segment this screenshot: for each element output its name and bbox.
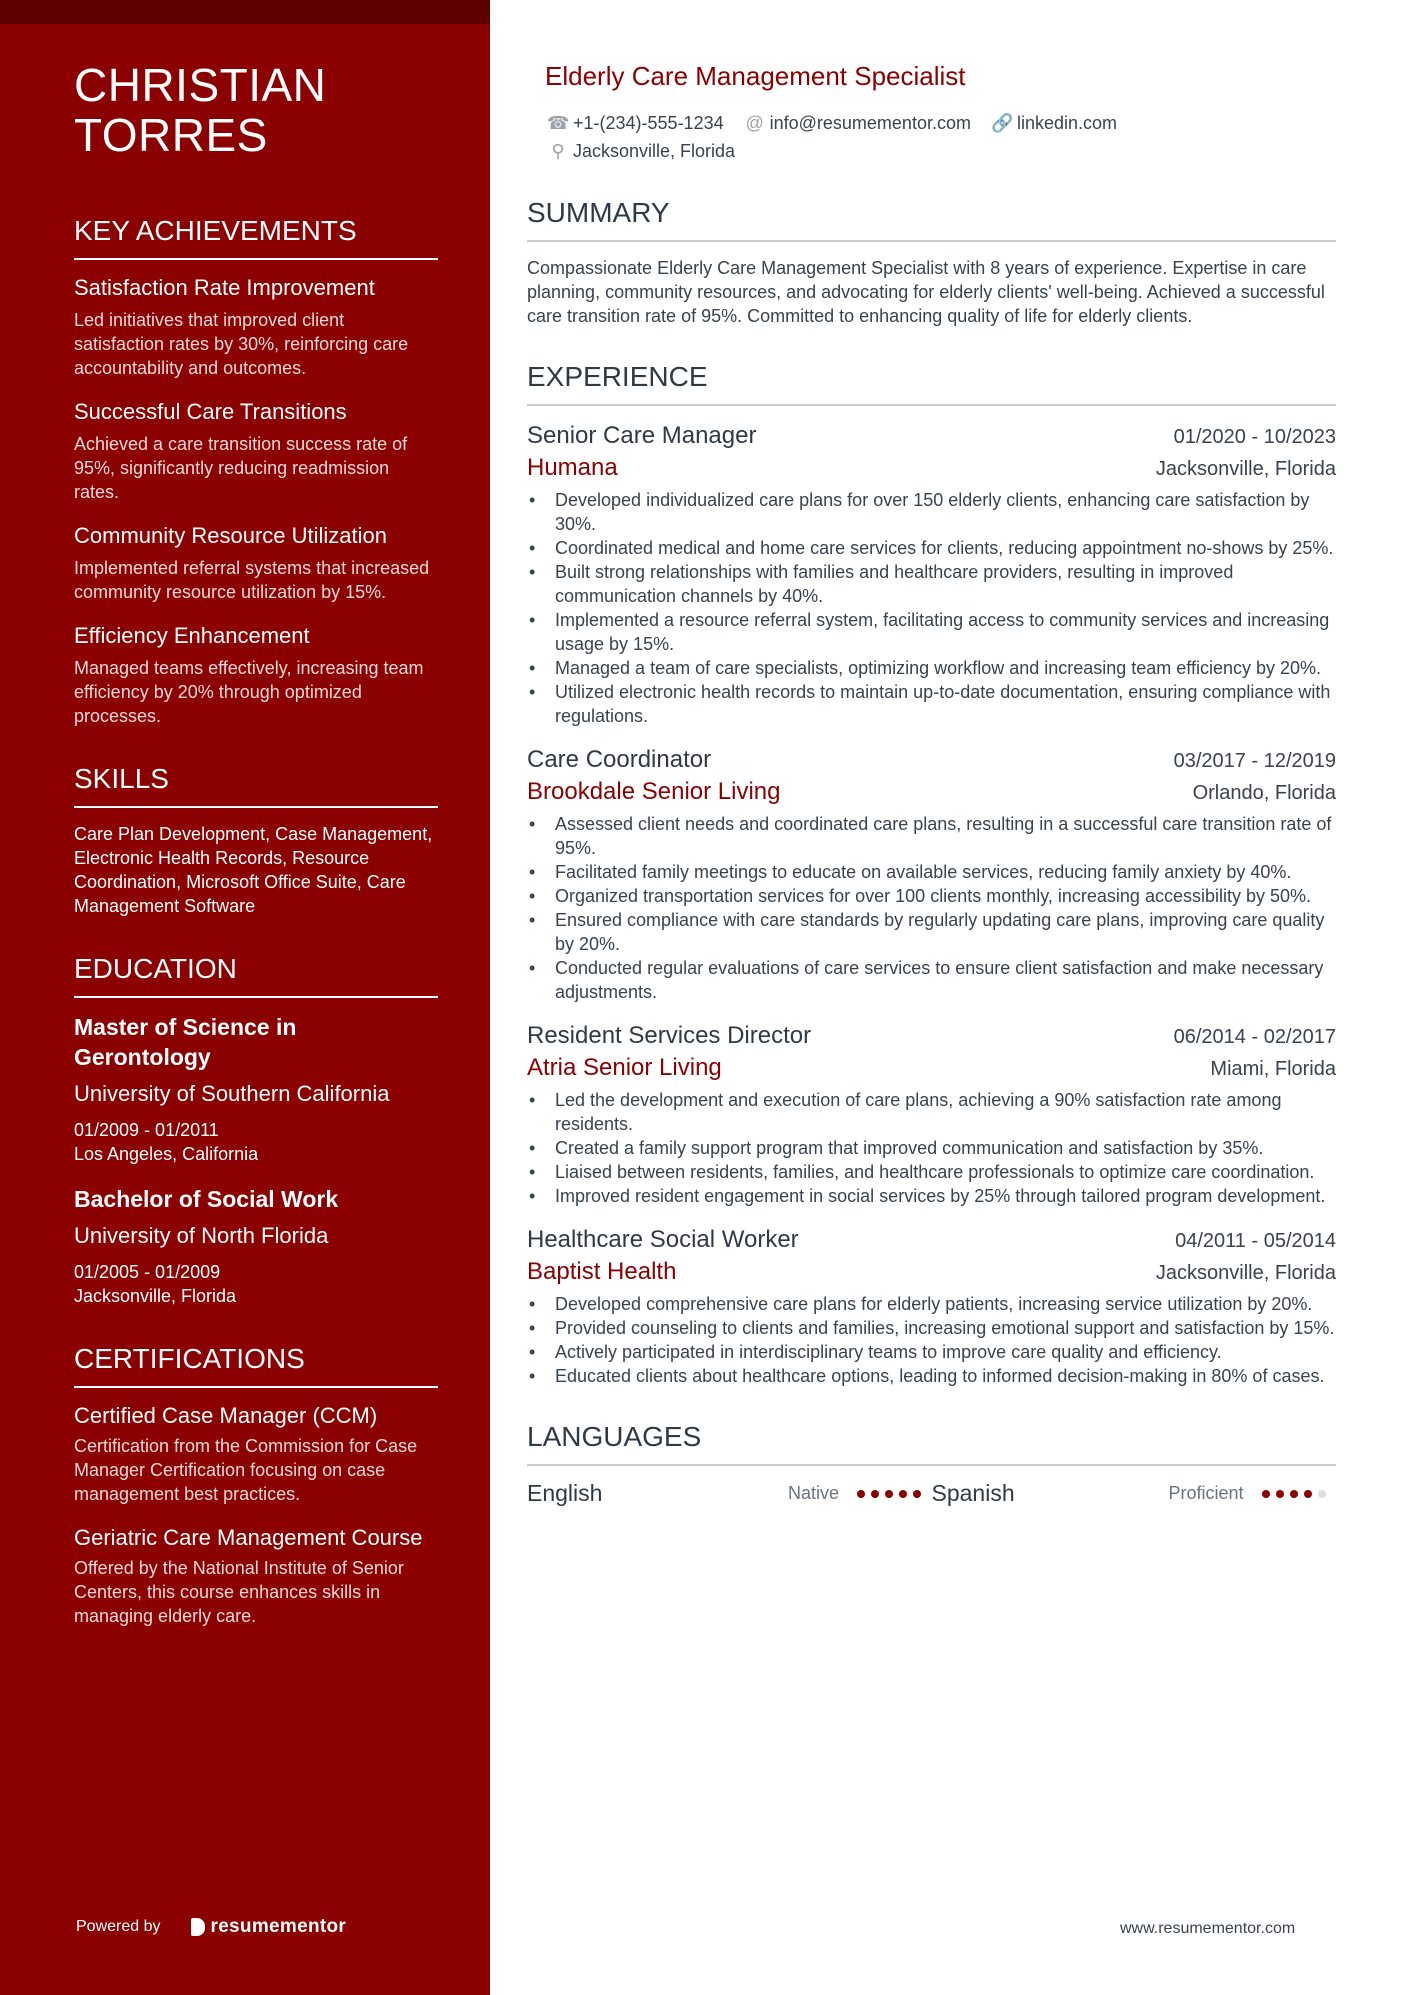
phone-text: +1-(234)-555-1234 [573,113,724,133]
phone-icon: ☎ [547,113,570,133]
certifications-list [74,1402,438,1628]
education-dates: 01/2005 - 01/2009 [74,1262,221,1282]
certification-item [74,1524,438,1628]
education-degree: Bachelor of Social Work [74,1186,339,1212]
experience-company-row [527,1256,1336,1288]
main-content [527,60,1336,1507]
link-icon: 🔗 [990,113,1014,133]
experience-company-row [527,1052,1336,1084]
achievement-description: Led initiatives that improved client satisfaction rates by 30%, reinforcing care accountability and outcomes. [74,310,409,378]
experience-bullet: • Facilitated family meetings to educate on available services, reducing family anxiety by 40%. [527,860,1336,884]
location-row [547,138,1336,164]
sidebar-top-band [0,0,490,24]
experience-bullet: • Utilized electronic health records to maintain up-to-date documentation, ensuring compliance with regulations. [527,680,1336,728]
achievement-description: Implemented referral systems that increased community resource utilization by 15%. [74,558,430,602]
experience-role: Healthcare Social Worker [527,1226,799,1253]
experience-item [527,1224,1336,1388]
experience-company: Humana [527,454,618,481]
sidebar [0,0,490,1995]
experience-bullet: • Coordinated medical and home care services for clients, reducing appointment no-shows by 25%. [527,536,1336,560]
achievement-item [74,274,438,380]
key-achievements-section [74,214,438,728]
map-pin-icon: ⚲ [551,141,565,161]
summary-text: Compassionate Elderly Care Management Specialist with 8 years of experience. Expertise in care planning, community resources, and advocating for elderly clients' well-being. Achieved a successful care transition rate of 95%. Committed to enhancing quality of life for elderly clients. [527,258,1325,326]
education-school: University of North Florida [74,1223,329,1248]
experience-header-row [527,1020,1336,1052]
language-level: Native [787,1483,839,1503]
experience-dates: 04/2011 - 05/2014 [1175,1230,1336,1252]
experience-bullets [527,488,1336,728]
experience-dates: 06/2014 - 02/2017 [1173,1026,1336,1048]
education-location: Los Angeles, California [74,1144,259,1164]
experience-role: Care Coordinator [527,746,712,773]
linkedin[interactable] [991,110,1117,136]
rating-dot [857,1490,865,1498]
experience-bullet: • Educated clients about healthcare options, leading to informed decision-making in 80% of cases. [527,1364,1336,1388]
experience-section [527,360,1336,1388]
certifications-heading: CERTIFICATIONS [74,1342,438,1388]
experience-company: Baptist Health [527,1258,677,1285]
certifications-section [74,1342,438,1628]
experience-item [527,744,1336,1004]
candidate-name [74,60,438,160]
resumementor-logo-icon [191,1918,205,1936]
experience-dates: 01/2020 - 10/2023 [1173,426,1336,448]
experience-header-row [527,744,1336,776]
footer-url[interactable]: www.resumementor.com [1120,1920,1296,1937]
email[interactable] [744,110,971,136]
experience-bullet: • Ensured compliance with care standards by regularly updating care plans, improving care quality by 20%. [527,908,1336,956]
language-rating [857,1490,927,1498]
skills-heading: SKILLS [74,762,438,808]
certification-description: Offered by the National Institute of Senior Centers, this course enhances skills in managing elderly care. [74,1558,404,1626]
experience-header-row [527,1224,1336,1256]
language-item [932,1480,1337,1507]
brand-name: resumementor [210,1916,347,1937]
linkedin-text[interactable]: linkedin.com [1016,113,1118,133]
education-section [74,952,438,1308]
achievement-title: Efficiency Enhancement [74,623,310,648]
experience-bullet: • Implemented a resource referral system, facilitating access to community services and increasing usage by 15%. [527,608,1336,656]
email-text[interactable]: info@resumementor.com [769,113,971,133]
experience-company: Atria Senior Living [527,1054,722,1081]
last-name: TORRES [74,109,268,161]
experience-bullets [527,812,1336,1004]
experience-bullets [527,1292,1336,1388]
experience-bullet: • Provided counseling to clients and families, increasing emotional support and satisfaction by 15%. [527,1316,1336,1340]
rating-dot [1262,1490,1270,1498]
education-location: Jacksonville, Florida [74,1286,237,1306]
summary-heading: SUMMARY [527,196,1336,242]
achievement-description: Achieved a care transition success rate of 95%, significantly reducing readmission rates. [74,434,408,502]
rating-dot [871,1490,879,1498]
languages-heading: LANGUAGES [527,1420,1336,1466]
achievement-description: Managed teams effectively, increasing team efficiency by 20% through optimized processes. [74,658,424,726]
experience-bullet: • Assessed client needs and coordinated care plans, resulting in a successful care transition rate of 95%. [527,812,1336,860]
experience-heading: EXPERIENCE [527,360,1336,406]
skills-list: Care Plan Development, Case Management, Electronic Health Records, Resource Coordination, Microsoft Office Suite, Care Management Software [74,824,433,916]
experience-company-row [527,452,1336,484]
education-item [74,1012,438,1166]
experience-bullet: • Organized transportation services for over 100 clients monthly, increasing accessibility by 50%. [527,884,1336,908]
experience-dates: 03/2017 - 12/2019 [1173,750,1336,772]
certification-title: Certified Case Manager (CCM) [74,1403,378,1428]
experience-item [527,420,1336,728]
rating-dot [1304,1490,1312,1498]
experience-bullet: • Conducted regular evaluations of care services to ensure client satisfaction and make necessary adjustments. [527,956,1336,1004]
language-item [527,1480,932,1507]
experience-location: Orlando, Florida [1192,782,1336,804]
headline: Elderly Care Management Specialist [545,61,966,91]
certification-item [74,1402,438,1506]
achievement-title: Community Resource Utilization [74,523,387,548]
summary-section [527,196,1336,328]
experience-bullet: • Actively participated in interdisciplinary teams to improve care quality and efficiency. [527,1340,1336,1364]
experience-bullet: • Built strong relationships with families and healthcare providers, resulting in improved communication channels by 40%. [527,560,1336,608]
education-degree: Master of Science in Gerontology [74,1014,297,1070]
experience-bullet: • Led the development and execution of care plans, achieving a 90% satisfaction rate among residents. [527,1088,1336,1136]
languages-list [527,1480,1336,1507]
achievement-title: Satisfaction Rate Improvement [74,275,375,300]
rating-dot [885,1490,893,1498]
skills-section [74,762,438,918]
first-name: CHRISTIAN [74,59,327,111]
rating-dot [1276,1490,1284,1498]
key-achievements-heading: KEY ACHIEVEMENTS [74,214,438,260]
languages-section [527,1420,1336,1507]
experience-bullet: • Improved resident engagement in social services by 25% through tailored program development. [527,1184,1336,1208]
language-rating [1262,1490,1332,1498]
achievement-title: Successful Care Transitions [74,399,347,424]
rating-dot [899,1490,907,1498]
experience-company-row [527,776,1336,808]
experience-location: Jacksonville, Florida [1155,458,1336,480]
powered-by-label: Powered by [76,1918,161,1935]
education-item [74,1184,438,1308]
experience-location: Miami, Florida [1210,1058,1336,1080]
achievement-item [74,522,438,604]
location [547,138,735,164]
experience-header-row [527,420,1336,452]
education-dates: 01/2009 - 01/2011 [74,1120,219,1140]
experience-role: Senior Care Manager [527,422,757,449]
language-name: Spanish [931,1480,1015,1506]
achievement-item [74,398,438,504]
rating-dot [913,1490,921,1498]
certification-description: Certification from the Commission for Case Manager Certification focusing on case management best practices. [74,1436,418,1504]
language-level: Proficient [1168,1483,1244,1503]
achievement-item [74,622,438,728]
phone [547,110,724,136]
experience-role: Resident Services Director [527,1022,812,1049]
powered-by [76,1916,346,1938]
education-school: University of Southern California [74,1081,390,1106]
education-heading: EDUCATION [74,952,438,998]
experience-bullet: • Managed a team of care specialists, optimizing workflow and increasing team efficiency by 20%. [527,656,1336,680]
experience-bullet: • Created a family support program that improved communication and satisfaction by 35%. [527,1136,1336,1160]
experience-bullet: • Developed comprehensive care plans for elderly patients, increasing service utilization by 20%. [527,1292,1336,1316]
location-text: Jacksonville, Florida [573,141,736,161]
experience-bullets [527,1088,1336,1208]
language-name: English [527,1480,603,1506]
experience-item [527,1020,1336,1208]
experience-location: Jacksonville, Florida [1155,1262,1336,1284]
at-sign-icon: @ [745,113,764,133]
experience-bullet: • Liaised between residents, families, and healthcare professionals to optimize care coordination. [527,1160,1336,1184]
experience-bullet: • Developed individualized care plans for over 150 elderly clients, enhancing care satisfaction by 30%. [527,488,1336,536]
achievements-list [74,274,438,728]
certification-title: Geriatric Care Management Course [74,1525,423,1550]
experience-company: Brookdale Senior Living [527,778,781,805]
experience-list [527,420,1336,1388]
education-list [74,1012,438,1308]
rating-dot [1318,1490,1326,1498]
rating-dot [1290,1490,1298,1498]
contact-row [547,110,1336,136]
